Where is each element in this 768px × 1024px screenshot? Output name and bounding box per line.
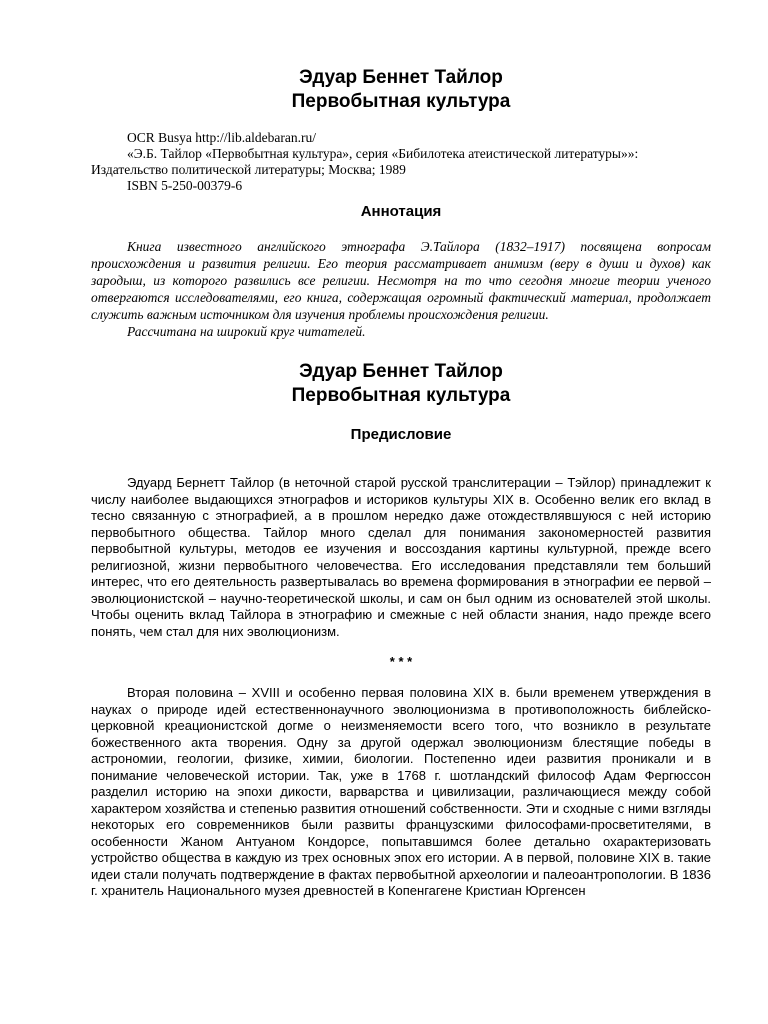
annotation-heading: Аннотация [360, 203, 442, 220]
publication-info [91, 130, 711, 194]
section-author: Эдуар Беннет Тайлор [299, 361, 503, 382]
isbn: ISBN 5-250-00379-6 [127, 178, 243, 193]
section-separator: * * * [389, 654, 413, 669]
preface-paragraph: Вторая половина – XVIII и особенно первая половина XIX в. были временем утверждения в науках о природе идей естественнонаучного эволюционизма в противоположность библейско-церковной креационистской догме о неизменяемости всего того, что возникло в результате божественного акта творения. Одну за другой одержал эволюционизм блестящие победы в астрономии, геологии, физике, химии, биологии. Постепенно идеи развития проникали и в понимание человеческой истории. Так, уже в 1768 г. шотландский философ Адам Фергюссон разделил историю на эпохи дикости, варварства и цивилизации, различающиеся между собой характером хозяйства и степенью развития отношений собственности. Эти и сходные с ними взгляды некоторых его современников были развиты французскими философами-просветителями, в особенности Жаном Антуаном Кондорсе, попытавшимся более детально охарактеризовать устройство общества в каждую из трех основных эпох его истории. А в первой, половине XIX в. такие идеи стали получать подтверждение в фактах первобытной археологии и палеоантропологии. В 1836 г. хранитель Национального музея древностей в Копенгагене Кристиан Юргенсен [91, 685, 711, 898]
annotation-audience: Рассчитана на широкий круг читателей. [127, 324, 366, 339]
book-author: Эдуар Беннет Тайлор [299, 67, 503, 88]
document-page [91, 66, 711, 900]
publication-details: «Э.Б. Тайлор «Первобытная культура», серия «Бибилотека атеистической литературы»»: Издательство политической литературы; Москва; 1989 [91, 146, 639, 177]
book-title: Первобытная культура [291, 91, 511, 112]
preface-paragraph: Эдуард Бернетт Тайлор (в неточной старой русской транслитерации – Тэйлор) принадлежит к числу наиболее выдающихся этнографов и историков культуры XIX в. Особенно велик его вклад в тесно связанную с этнографией, а в прошлом нередко даже отождествлявшуюся с ней историю первобытного общества. Тайлор много сделал для понимания закономерностей развития первобытной культуры, методов ее изучения и воссоздания картины культурной, прежде всего религиозной, жизни первобытного человечества. Его исследования представляли тем больший интерес, что его деятельность развертывалась во времена формирования в этнографии ее первой – эволюционистской – научно-теоретической школы, и сам он был одним из основателей этой школы. Чтобы оценить вклад Тайлора в этнографию и смежные с ней области знания, надо прежде всего понять, чем стал для них эволюционизм. [91, 475, 711, 639]
preface-heading: Предисловие [350, 426, 452, 443]
section-title: Первобытная культура [291, 385, 511, 406]
section-header [91, 360, 711, 408]
annotation-paragraph: Книга известного английского этнографа Э.Тайлора (1832–1917) посвящена вопросам происхождения и развития религии. Его теория рассматривает анимизм (веру в души и духов) как зародыш, из которого развились все религии. Несмотря на то что сегодня многие теории ученого отвергаются исследователями, его книга, содержащая огромный фактический материал, продолжает служить важным источником для изучения проблемы происхождения религии. [91, 239, 711, 322]
ocr-credit: OCR Busya http://lib.aldebaran.ru/ [127, 130, 316, 145]
annotation-text [91, 238, 711, 340]
